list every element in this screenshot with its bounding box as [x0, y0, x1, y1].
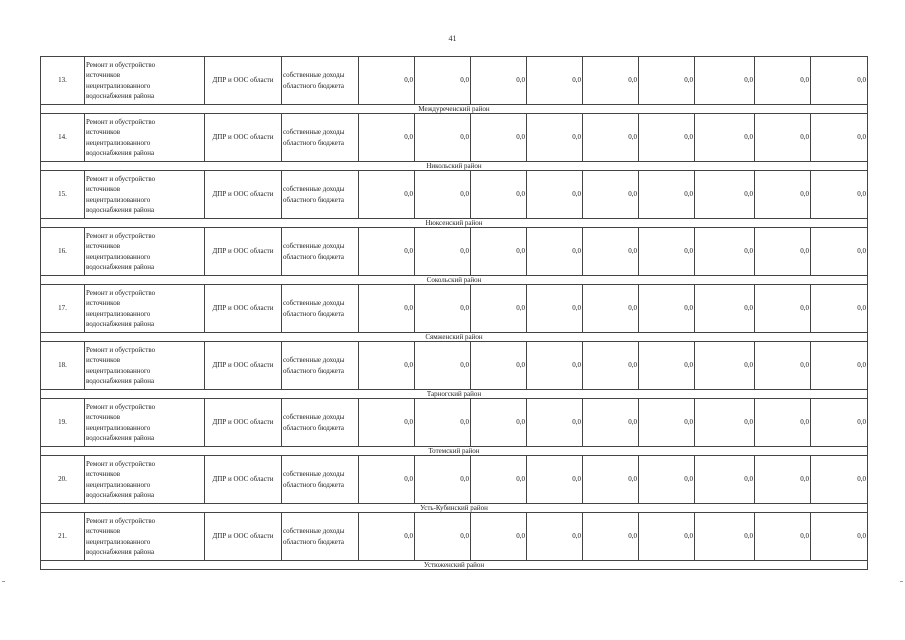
activity-line: источников [86, 356, 121, 364]
value-cell: 0,0 [471, 114, 527, 162]
value-cell: 0,0 [415, 513, 471, 561]
row-number: 18. [41, 342, 85, 390]
table-row [41, 513, 868, 561]
value-cell: 0,0 [471, 57, 527, 105]
activity-line: водоснабжения района [86, 149, 155, 157]
activity-line: водоснабжения района [86, 92, 155, 100]
value-cell: 0,0 [755, 228, 811, 276]
row-number: 13. [41, 57, 85, 105]
activity-line: источников [86, 527, 121, 535]
activity-line: Ремонт и обустройство [86, 402, 156, 411]
value-cell: 0,0 [359, 114, 415, 162]
value-cell: 0,0 [471, 399, 527, 447]
row-number: 21. [41, 513, 85, 561]
district-header-row [41, 390, 868, 399]
value-cell: 0,0 [755, 171, 811, 219]
value-cell: 0,0 [811, 342, 868, 390]
value-cell: 0,0 [415, 399, 471, 447]
activity-line: Ремонт и обустройство [86, 345, 156, 354]
activity-line: нецентрализованного [86, 480, 151, 489]
activity-line: водоснабжения района [86, 377, 155, 385]
activity-line: источников [86, 242, 121, 250]
funding-source-cell: собственные доходы областного бюджета [282, 171, 359, 219]
activity-line: источников [86, 71, 121, 79]
activity-line: водоснабжения района [86, 206, 155, 214]
value-cell: 0,0 [695, 399, 755, 447]
value-cell: 0,0 [471, 171, 527, 219]
district-name: Нюксенский район [41, 219, 868, 228]
value-cell: 0,0 [695, 285, 755, 333]
executor-cell: ДПР и ООС области [205, 456, 282, 504]
activity-line: нецентрализованного [86, 195, 151, 204]
scan-edge-mark [2, 581, 5, 582]
value-cell: 0,0 [695, 456, 755, 504]
activity-line: водоснабжения района [86, 320, 155, 328]
executor-cell: ДПР и ООС области [205, 342, 282, 390]
value-cell: 0,0 [527, 171, 583, 219]
value-cell: 0,0 [811, 228, 868, 276]
activity-line: водоснабжения района [86, 491, 155, 499]
value-cell: 0,0 [639, 456, 695, 504]
district-header-row [41, 219, 868, 228]
funding-source-cell: собственные доходы областного бюджета [282, 285, 359, 333]
row-number: 20. [41, 456, 85, 504]
table-row [41, 171, 868, 219]
district-header-row [41, 276, 868, 285]
activity-line: нецентрализованного [86, 138, 151, 147]
table-row [41, 57, 868, 105]
value-cell: 0,0 [583, 513, 639, 561]
value-cell: 0,0 [527, 342, 583, 390]
value-cell: 0,0 [583, 228, 639, 276]
value-cell: 0,0 [639, 171, 695, 219]
value-cell: 0,0 [695, 342, 755, 390]
activity-cell [85, 285, 205, 333]
activity-line: источников [86, 185, 121, 193]
value-cell: 0,0 [755, 57, 811, 105]
value-cell: 0,0 [471, 285, 527, 333]
activity-line: Ремонт и обустройство [86, 174, 156, 183]
value-cell: 0,0 [359, 456, 415, 504]
activity-cell [85, 228, 205, 276]
value-cell: 0,0 [755, 114, 811, 162]
value-cell: 0,0 [415, 228, 471, 276]
district-name: Сямженский район [41, 333, 868, 342]
activity-line: Ремонт и обустройство [86, 117, 156, 126]
activity-line: водоснабжения района [86, 548, 155, 556]
scan-edge-mark [900, 581, 903, 582]
value-cell: 0,0 [415, 285, 471, 333]
district-name: Тарногский район [41, 390, 868, 399]
value-cell: 0,0 [811, 171, 868, 219]
value-cell: 0,0 [415, 342, 471, 390]
funding-source-cell: собственные доходы областного бюджета [282, 114, 359, 162]
value-cell: 0,0 [359, 399, 415, 447]
row-number: 17. [41, 285, 85, 333]
table-row [41, 228, 868, 276]
activity-cell [85, 399, 205, 447]
value-cell: 0,0 [527, 57, 583, 105]
value-cell: 0,0 [415, 114, 471, 162]
activity-line: нецентрализованного [86, 423, 151, 432]
row-number: 19. [41, 399, 85, 447]
value-cell: 0,0 [471, 456, 527, 504]
table-row [41, 456, 868, 504]
value-cell: 0,0 [415, 171, 471, 219]
district-header-row [41, 105, 868, 114]
value-cell: 0,0 [639, 342, 695, 390]
row-number: 14. [41, 114, 85, 162]
value-cell: 0,0 [583, 285, 639, 333]
funding-source-cell: собственные доходы областного бюджета [282, 342, 359, 390]
value-cell: 0,0 [415, 456, 471, 504]
district-name: Тотемский район [41, 447, 868, 456]
value-cell: 0,0 [471, 513, 527, 561]
executor-cell: ДПР и ООС области [205, 399, 282, 447]
district-header-row [41, 561, 868, 570]
value-cell: 0,0 [639, 57, 695, 105]
activity-line: источников [86, 128, 121, 136]
activity-line: нецентрализованного [86, 366, 151, 375]
activity-cell [85, 342, 205, 390]
activity-line: Ремонт и обустройство [86, 459, 156, 468]
activity-line: нецентрализованного [86, 309, 151, 318]
value-cell: 0,0 [583, 456, 639, 504]
activity-line: водоснабжения района [86, 434, 155, 442]
executor-cell: ДПР и ООС области [205, 171, 282, 219]
value-cell: 0,0 [695, 513, 755, 561]
executor-cell: ДПР и ООС области [205, 114, 282, 162]
value-cell: 0,0 [639, 114, 695, 162]
value-cell: 0,0 [755, 285, 811, 333]
value-cell: 0,0 [811, 456, 868, 504]
activity-line: источников [86, 413, 121, 421]
table-body [41, 57, 868, 570]
value-cell: 0,0 [639, 513, 695, 561]
activity-cell [85, 456, 205, 504]
funding-source-cell: собственные доходы областного бюджета [282, 228, 359, 276]
value-cell: 0,0 [695, 114, 755, 162]
value-cell: 0,0 [527, 456, 583, 504]
value-cell: 0,0 [755, 513, 811, 561]
value-cell: 0,0 [695, 57, 755, 105]
activity-line: источников [86, 470, 121, 478]
value-cell: 0,0 [471, 228, 527, 276]
district-name: Устюженский район [41, 561, 868, 570]
value-cell: 0,0 [755, 342, 811, 390]
activity-line: нецентрализованного [86, 81, 151, 90]
row-number: 16. [41, 228, 85, 276]
value-cell: 0,0 [359, 513, 415, 561]
value-cell: 0,0 [639, 399, 695, 447]
value-cell: 0,0 [583, 57, 639, 105]
row-number: 15. [41, 171, 85, 219]
table-row [41, 285, 868, 333]
district-header-row [41, 333, 868, 342]
executor-cell: ДПР и ООС области [205, 228, 282, 276]
value-cell: 0,0 [583, 342, 639, 390]
value-cell: 0,0 [359, 57, 415, 105]
activity-line: источников [86, 299, 121, 307]
value-cell: 0,0 [471, 342, 527, 390]
executor-cell: ДПР и ООС области [205, 57, 282, 105]
value-cell: 0,0 [583, 399, 639, 447]
value-cell: 0,0 [527, 228, 583, 276]
executor-cell: ДПР и ООС области [205, 285, 282, 333]
activity-cell [85, 171, 205, 219]
activity-line: Ремонт и обустройство [86, 60, 156, 69]
value-cell: 0,0 [359, 342, 415, 390]
activity-line: Ремонт и обустройство [86, 231, 156, 240]
value-cell: 0,0 [527, 285, 583, 333]
value-cell: 0,0 [583, 114, 639, 162]
table-row [41, 399, 868, 447]
activity-cell [85, 57, 205, 105]
funding-source-cell: собственные доходы областного бюджета [282, 399, 359, 447]
activity-line: водоснабжения района [86, 263, 155, 271]
district-header-row [41, 162, 868, 171]
value-cell: 0,0 [415, 57, 471, 105]
value-cell: 0,0 [695, 171, 755, 219]
activity-line: Ремонт и обустройство [86, 516, 156, 525]
activity-line: нецентрализованного [86, 252, 151, 261]
activity-cell [85, 114, 205, 162]
executor-cell: ДПР и ООС области [205, 513, 282, 561]
district-name: Сокольский район [41, 276, 868, 285]
table-row [41, 342, 868, 390]
district-name: Никольский район [41, 162, 868, 171]
value-cell: 0,0 [639, 285, 695, 333]
value-cell: 0,0 [359, 228, 415, 276]
value-cell: 0,0 [811, 285, 868, 333]
value-cell: 0,0 [359, 285, 415, 333]
value-cell: 0,0 [811, 57, 868, 105]
value-cell: 0,0 [359, 171, 415, 219]
funding-source-cell: собственные доходы областного бюджета [282, 513, 359, 561]
district-name: Усть-Кубинский район [41, 504, 868, 513]
value-cell: 0,0 [527, 513, 583, 561]
value-cell: 0,0 [527, 399, 583, 447]
activity-line: Ремонт и обустройство [86, 288, 156, 297]
district-header-row [41, 504, 868, 513]
value-cell: 0,0 [811, 513, 868, 561]
funding-source-cell: собственные доходы областного бюджета [282, 57, 359, 105]
value-cell: 0,0 [527, 114, 583, 162]
district-name: Междуреченский район [41, 105, 868, 114]
budget-table [40, 56, 868, 570]
value-cell: 0,0 [695, 228, 755, 276]
activity-line: нецентрализованного [86, 537, 151, 546]
value-cell: 0,0 [639, 228, 695, 276]
district-header-row [41, 447, 868, 456]
value-cell: 0,0 [583, 171, 639, 219]
value-cell: 0,0 [811, 399, 868, 447]
funding-source-cell: собственные доходы областного бюджета [282, 456, 359, 504]
value-cell: 0,0 [811, 114, 868, 162]
value-cell: 0,0 [755, 399, 811, 447]
activity-cell [85, 513, 205, 561]
table-row [41, 114, 868, 162]
page-number: 41 [448, 34, 457, 43]
value-cell: 0,0 [755, 456, 811, 504]
